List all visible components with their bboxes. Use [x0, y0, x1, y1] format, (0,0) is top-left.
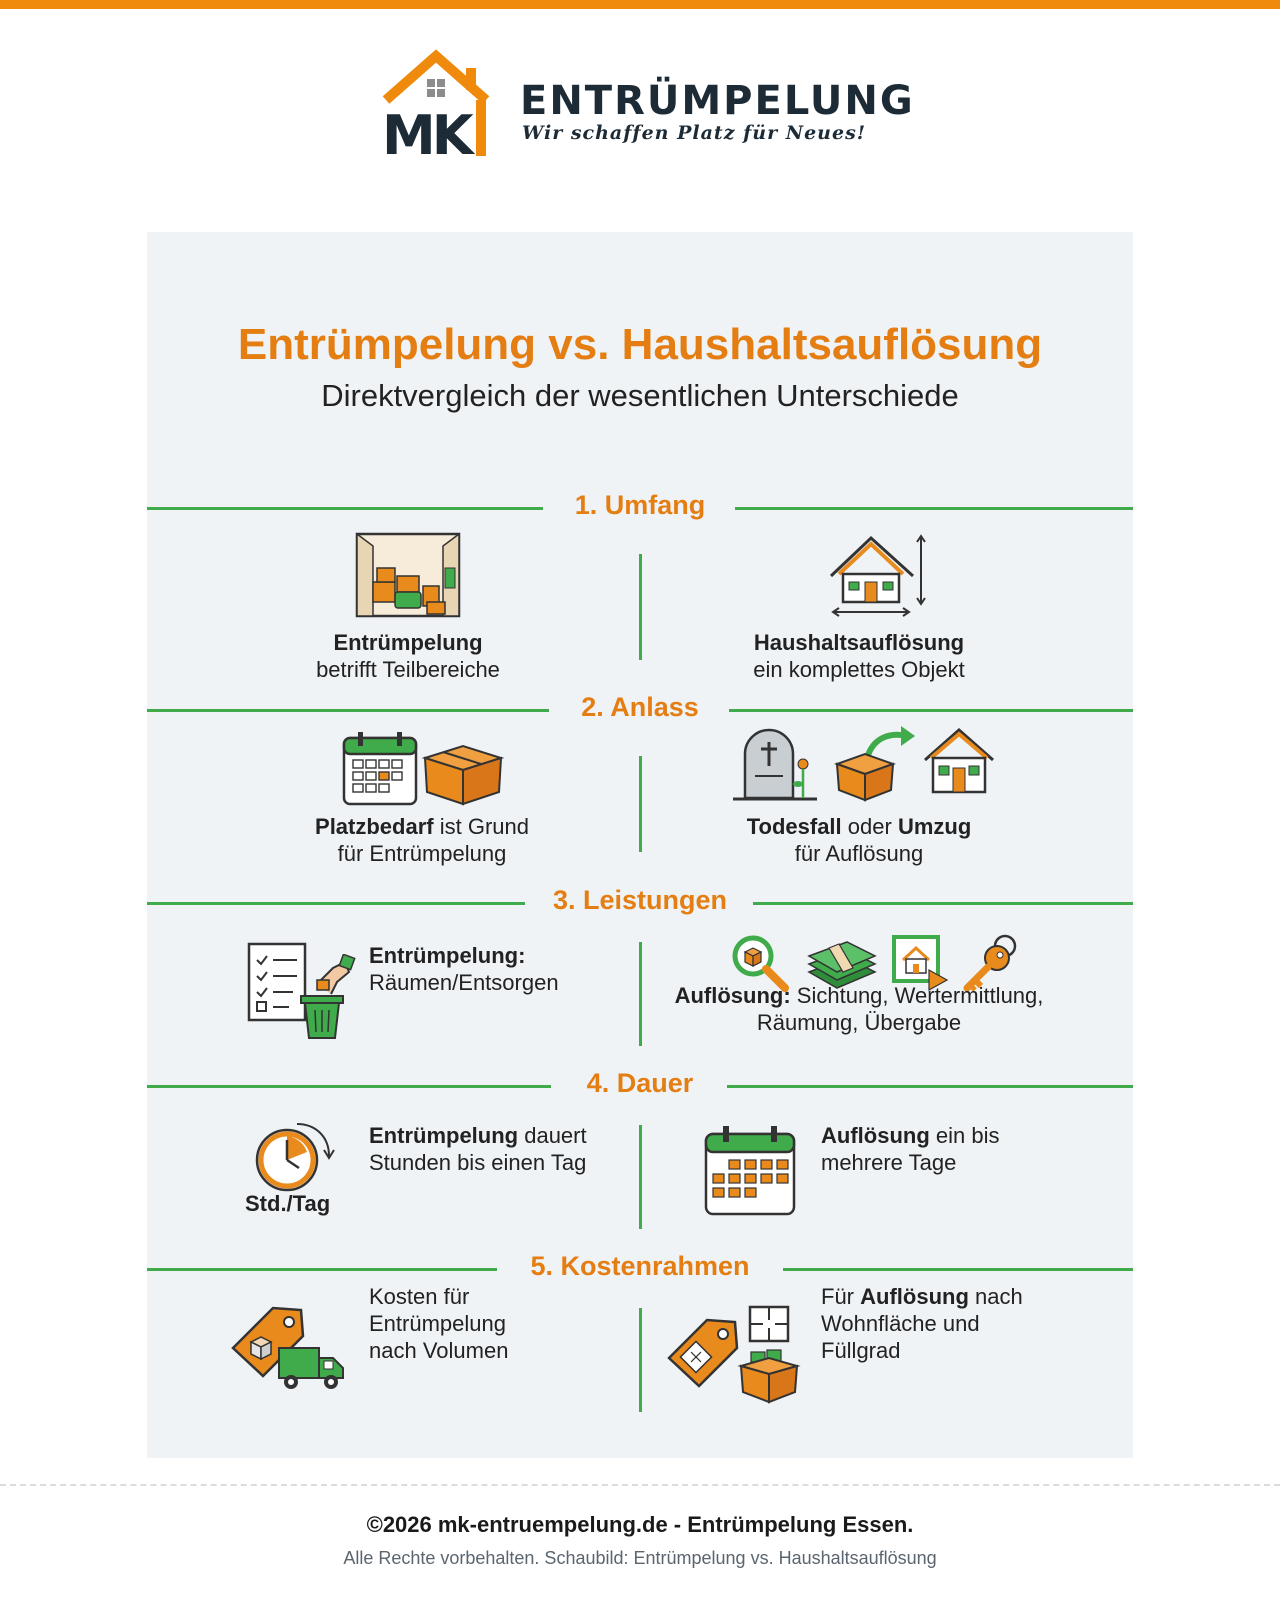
calendar-icon — [703, 1124, 799, 1218]
column-divider — [639, 942, 642, 1046]
column-divider — [639, 756, 642, 852]
storage-room-icon — [355, 532, 461, 618]
section-title-anlass: 2. Anlass — [581, 692, 699, 722]
moving-box-icon — [833, 724, 917, 804]
column-divider — [639, 1125, 642, 1229]
section-title-leistungen: 3. Leistungen — [552, 885, 728, 915]
umfang-left-text: Entrümpelung betrifft Teilbereiche — [316, 630, 500, 682]
brand-tagline: Wir schaffen Platz für Neues! — [522, 122, 867, 144]
house-icon — [921, 726, 997, 796]
floorplan-icon — [747, 1304, 793, 1344]
top-accent-bar — [0, 0, 1280, 9]
footer-copyright: ©2026 mk-entruempelung.de - Entrümpelung Essen. — [366, 1512, 914, 1537]
logo-letters: MK — [382, 104, 470, 160]
column-divider — [639, 554, 642, 660]
brand-logo — [380, 48, 915, 160]
section-title-umfang: 1. Umfang — [574, 490, 706, 520]
full-box-icon — [737, 1348, 801, 1404]
box-icon — [421, 740, 505, 806]
kosten-right-text: Für Auflösung nach Wohnfläche und Füllgrad — [821, 1284, 1023, 1363]
kosten-left-text: Kosten für Entrümpelung nach Volumen — [369, 1284, 509, 1363]
section-title-kostenrahmen: 5. Kostenrahmen — [530, 1251, 750, 1281]
infographic-card — [147, 232, 1133, 1458]
footer-rights: Alle Rechte vorbehalten. Schaubild: Entrümpelung vs. Haushaltsauflösung — [343, 1548, 937, 1568]
dauer-right-text: Auflösung ein bis mehrere Tage — [821, 1123, 1000, 1175]
house-logo-icon — [380, 48, 498, 160]
brand-name: ENTRÜMPELUNG — [520, 78, 915, 124]
leistungen-right-text: Auflösung: Sichtung, Wertermittlung, Räumung, Übergabe — [674, 983, 1044, 1035]
house-size-icon — [823, 528, 933, 622]
trash-bin-icon — [297, 954, 357, 1042]
clock-caption: Std./Tag — [245, 1191, 331, 1216]
calendar-icon — [341, 730, 419, 808]
infographic-title: Entrümpelung vs. Haushaltsauflösung — [237, 320, 1043, 369]
column-divider — [639, 1308, 642, 1412]
leistungen-left-text: Entrümpelung: Räumen/Entsorgen — [369, 943, 559, 995]
footer-divider — [0, 1484, 1280, 1486]
umfang-right-text: Haushaltsauflösung ein komplettes Objekt — [753, 630, 965, 682]
infographic-subtitle: Direktvergleich der wesentlichen Unterschiede — [321, 378, 959, 413]
anlass-left-text: Platzbedarf ist Grund für Entrümpelung — [315, 814, 529, 866]
anlass-right-text: Todesfall oder Umzug für Auflösung — [746, 814, 972, 866]
price-tag-icon — [665, 1314, 743, 1390]
section-title-dauer: 4. Dauer — [586, 1068, 694, 1098]
truck-icon — [277, 1344, 347, 1392]
gravestone-icon — [729, 728, 819, 802]
clock-icon — [253, 1118, 337, 1198]
dauer-left-text: Entrümpelung dauert Stunden bis einen Tag — [369, 1123, 587, 1175]
